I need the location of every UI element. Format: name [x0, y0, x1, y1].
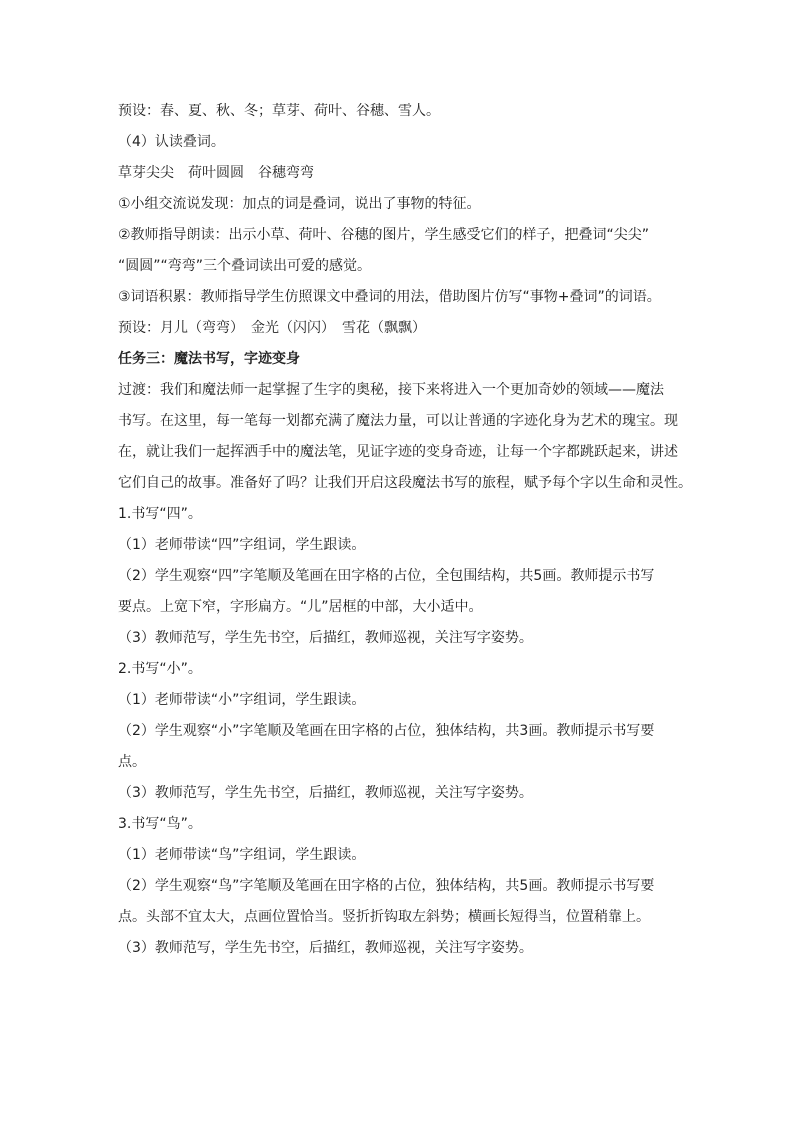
step-4-heading: （4）认读叠词。: [118, 134, 225, 150]
document-page: [118, 96, 692, 964]
reduplicated-words: 草芽尖尖 荷叶圆圆 谷穗弯弯: [118, 165, 314, 181]
write-niao-step-2-line-2: 点。头部不宜太大，点画位置恰当。竖折折钩取左斜势；横画长短得当，位置稍靠上。: [118, 909, 650, 925]
word-accumulation-line: ③词语积累：教师指导学生仿照课文中叠词的用法，借助图片仿写“事物+叠词”的词语。: [118, 289, 661, 305]
preset-line-examples: 预设：月儿（弯弯） 金光（闪闪） 雪花（飘飘）: [118, 320, 426, 336]
write-xiao-step-3: （3）教师范写，学生先书空，后描红，教师巡视，关注写字姿势。: [118, 785, 533, 801]
write-xiao-step-1: （1）老师带读“小”字组词，学生跟读。: [118, 692, 366, 708]
task-three-heading: 任务三：魔法书写，字迹变身: [118, 351, 300, 367]
write-xiao-step-2-line-2: 点。: [118, 754, 146, 770]
transition-line-1: 过渡：我们和魔法师一起掌握了生字的奥秘，接下来将进入一个更加奇妙的领域——魔法: [118, 382, 664, 398]
transition-line-2: 书写。在这里，每一笔每一划都充满了魔法力量，可以让普通的字迹化身为艺术的瑰宝。现: [118, 413, 678, 429]
write-si-step-1: （1）老师带读“四”字组词，学生跟读。: [118, 537, 366, 553]
write-si-step-2-line-2: 要点。上宽下窄，字形扁方。“儿”居框的中部，大小适中。: [118, 599, 483, 615]
write-si-step-3: （3）教师范写，学生先书空，后描红，教师巡视，关注写字姿势。: [118, 630, 533, 646]
guided-reading-line-1: ②教师指导朗读：出示小草、荷叶、谷穗的图片，学生感受它们的样子，把叠词“尖尖”: [118, 227, 650, 243]
write-niao-step-3: （3）教师范写，学生先书空，后描红，教师巡视，关注写字姿势。: [118, 940, 533, 956]
preset-line-seasons: 预设：春、夏、秋、冬；草芽、荷叶、谷穗、雪人。: [118, 103, 440, 119]
transition-line-4: 它们自己的故事。准备好了吗？让我们开启这段魔法书写的旅程，赋予每个字以生命和灵性。: [118, 475, 692, 491]
transition-line-3: 在，就让我们一起挥洒手中的魔法笔，见证字迹的变身奇迹，让每一个字都跳跃起来，讲述: [118, 444, 678, 460]
write-si-heading: 1.书写“四”。: [118, 506, 202, 522]
write-niao-step-1: （1）老师带读“鸟”字组词，学生跟读。: [118, 847, 366, 863]
write-xiao-heading: 2.书写“小”。: [118, 661, 202, 677]
write-niao-step-2-line-1: （2）学生观察“鸟”字笔顺及笔画在田字格的占位，独体结构，共5画。教师提示书写要: [118, 878, 655, 894]
group-discussion-line: ①小组交流说发现：加点的词是叠词，说出了事物的特征。: [118, 196, 481, 212]
guided-reading-line-2: “圆圆”“弯弯”三个叠词读出可爱的感觉。: [118, 258, 372, 274]
write-xiao-step-2-line-1: （2）学生观察“小”字笔顺及笔画在田字格的占位，独体结构，共3画。教师提示书写要: [118, 723, 655, 739]
write-si-step-2-line-1: （2）学生观察“四”字笔顺及笔画在田字格的占位，全包围结构，共5画。教师提示书写: [118, 568, 655, 584]
write-niao-heading: 3.书写“鸟”。: [118, 816, 202, 832]
